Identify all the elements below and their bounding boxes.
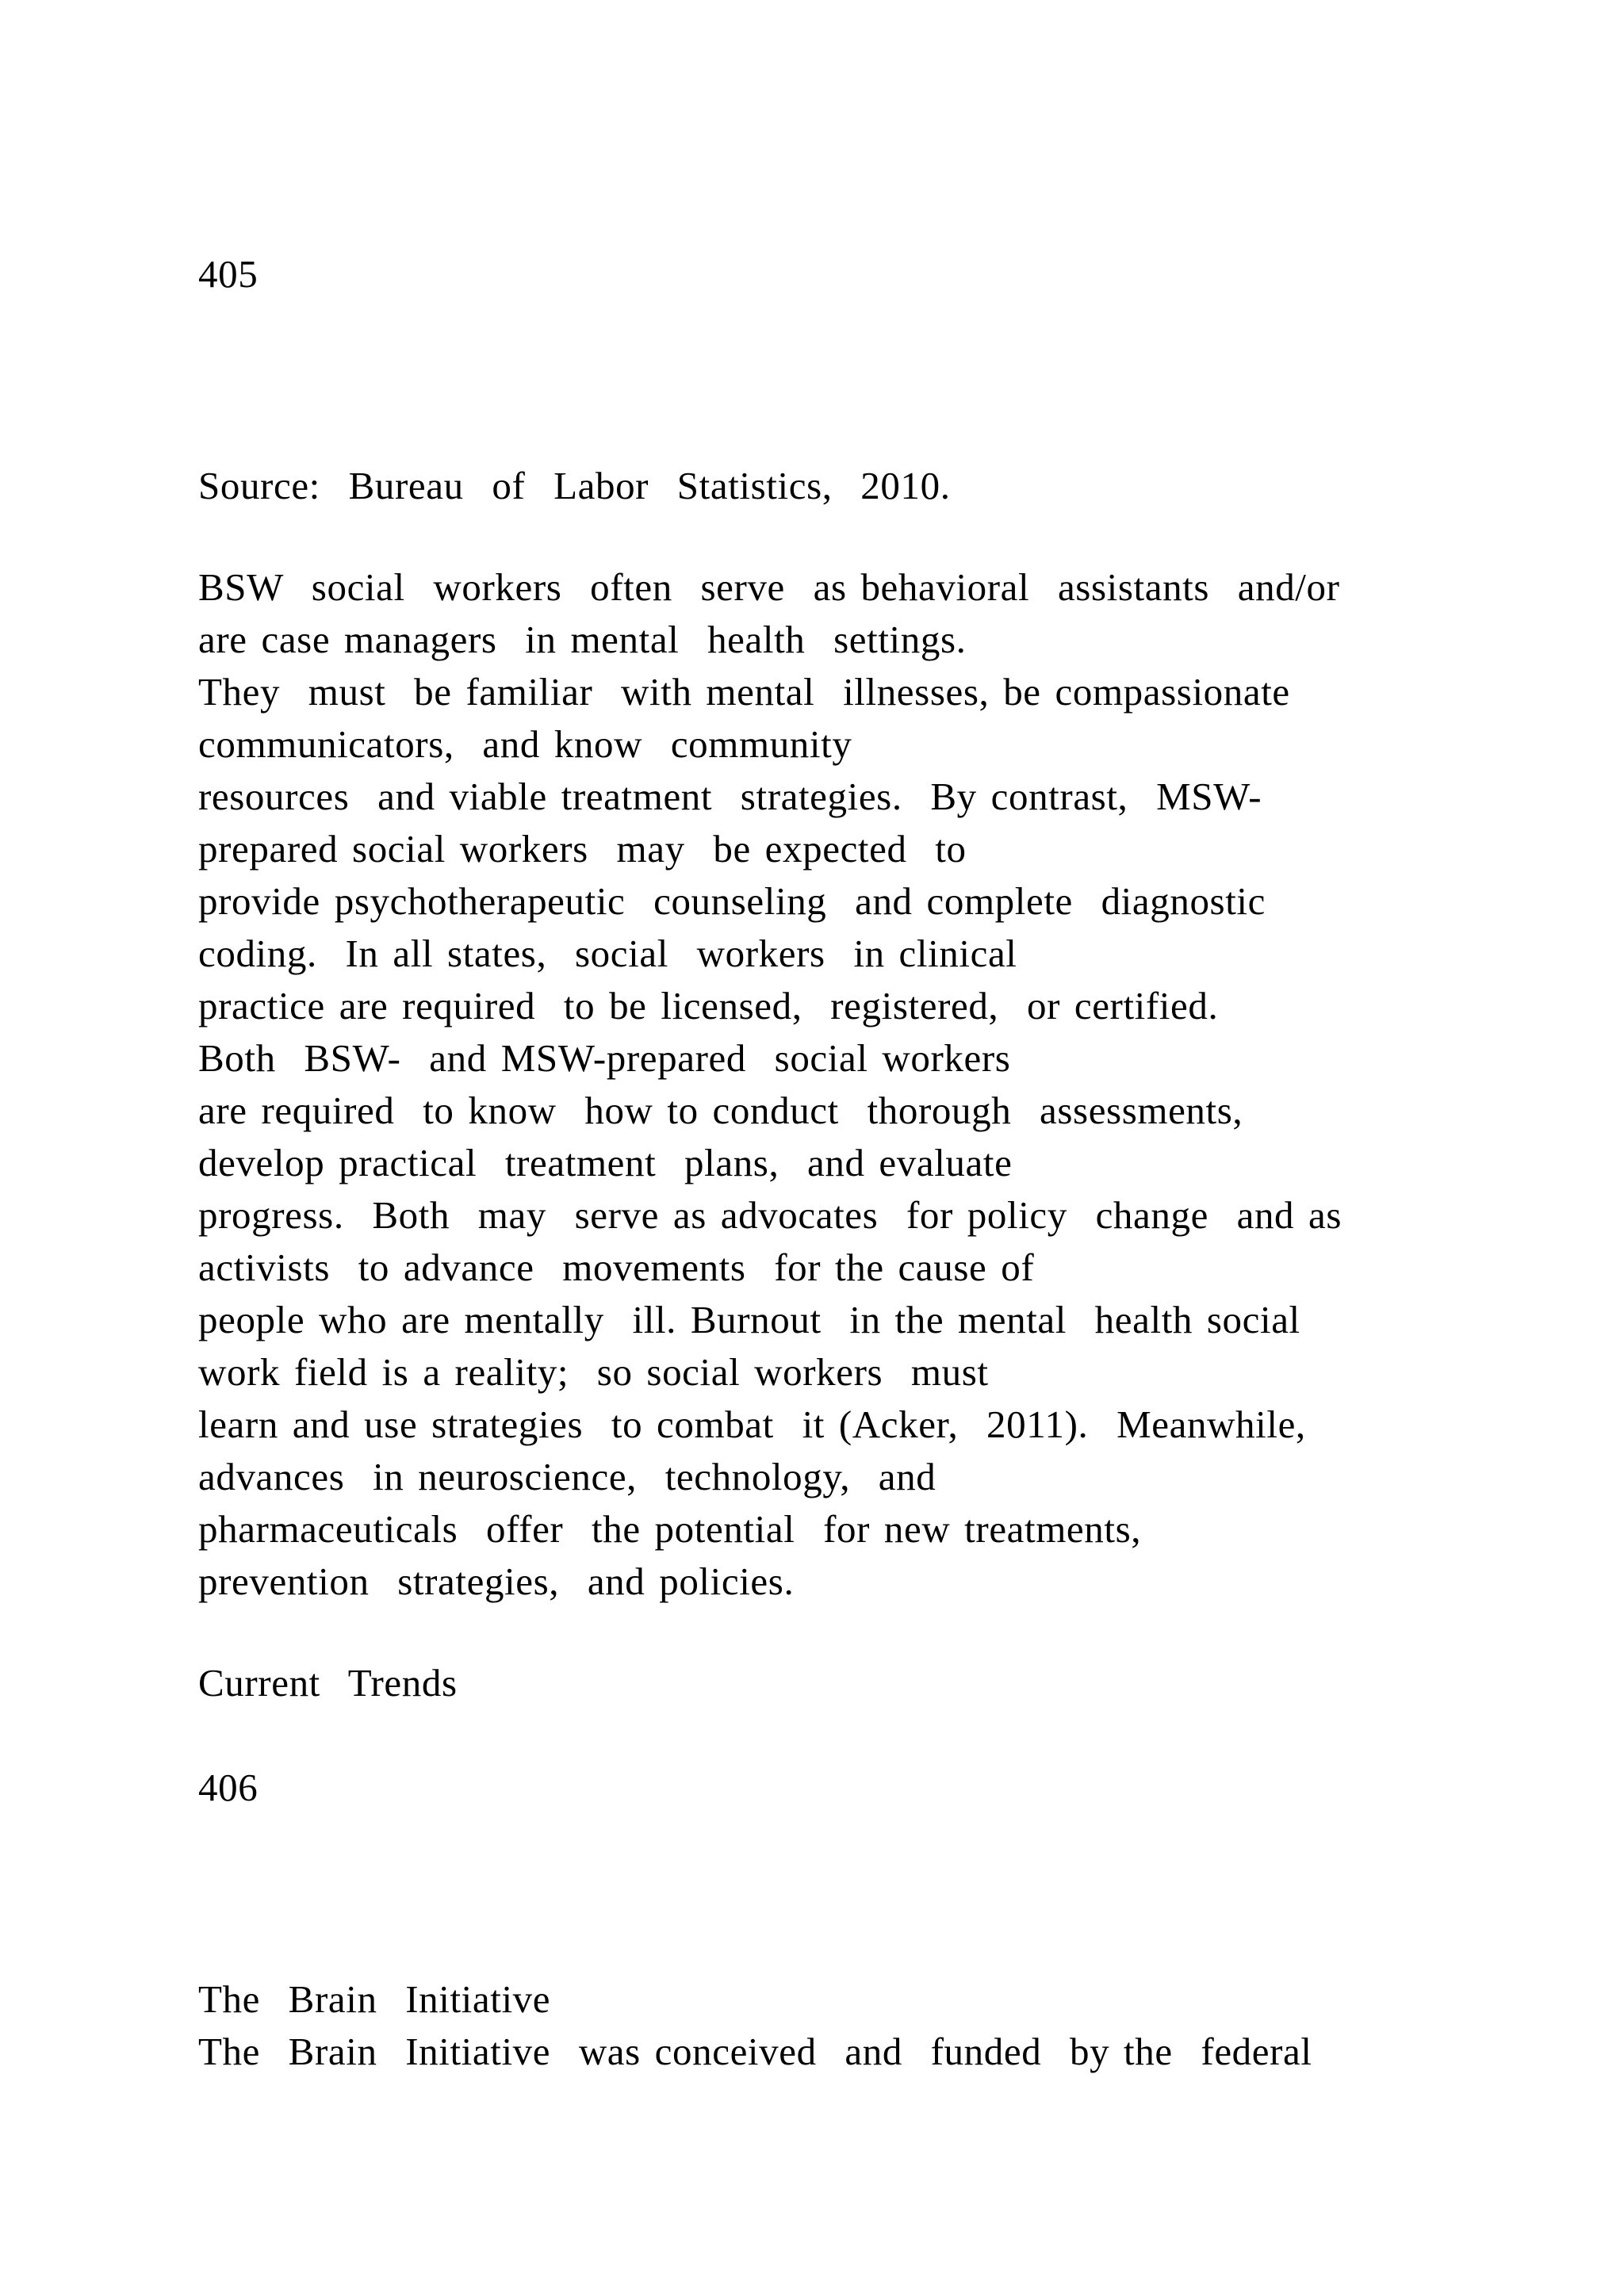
paragraph-line: BSW social workers often serve as behavioral assistants and/or [198,565,1340,609]
page-number: 405 [198,252,259,296]
paragraph-line: prepared social workers may be expected to [198,827,967,871]
paragraph-line: are required to know how to conduct thorough assessments, [198,1089,1243,1132]
source-line: Source: Bureau of Labor Statistics, 2010. [198,464,951,507]
section-heading: Current Trends [198,1661,458,1705]
paragraph-line: work field is a reality; so social workers must [198,1350,989,1394]
paragraph-line: pharmaceuticals offer the potential for new treatments, [198,1507,1142,1551]
paragraph-line: coding. In all states, social workers in clinical [198,932,1017,975]
paragraph-line: prevention strategies, and policies. [198,1559,795,1603]
paragraph-line: progress. Both may serve as advocates for policy change and as [198,1193,1342,1237]
paragraph-line: practice are required to be licensed, registered, or certified. [198,984,1219,1027]
paragraph-line: Both BSW- and MSW-prepared social workers [198,1036,1011,1080]
paragraph-line: develop practical treatment plans, and evaluate [198,1141,1013,1184]
subheading: The Brain Initiative [198,1977,551,2021]
paragraph-line: provide psychotherapeutic counseling and complete diagnostic [198,879,1266,923]
paragraph-line: learn and use strategies to combat it (Acker, 2011). Meanwhile, [198,1402,1306,1446]
paragraph-line: people who are mentally ill. Burnout in the mental health social [198,1298,1300,1341]
paragraph-line: resources and viable treatment strategies. By contrast, MSW- [198,775,1262,818]
paragraph-line: activists to advance movements for the cause of [198,1246,1035,1289]
paragraph-line: are case managers in mental health settings. [198,618,967,661]
paragraph-line: advances in neuroscience, technology, and [198,1455,936,1498]
paragraph-line: The Brain Initiative was conceived and funded by the federal [198,2030,1312,2073]
paragraph-line: communicators, and know community [198,722,852,766]
paragraph-line: They must be familiar with mental illnesses, be compassionate [198,670,1290,714]
page-number: 406 [198,1766,259,1809]
